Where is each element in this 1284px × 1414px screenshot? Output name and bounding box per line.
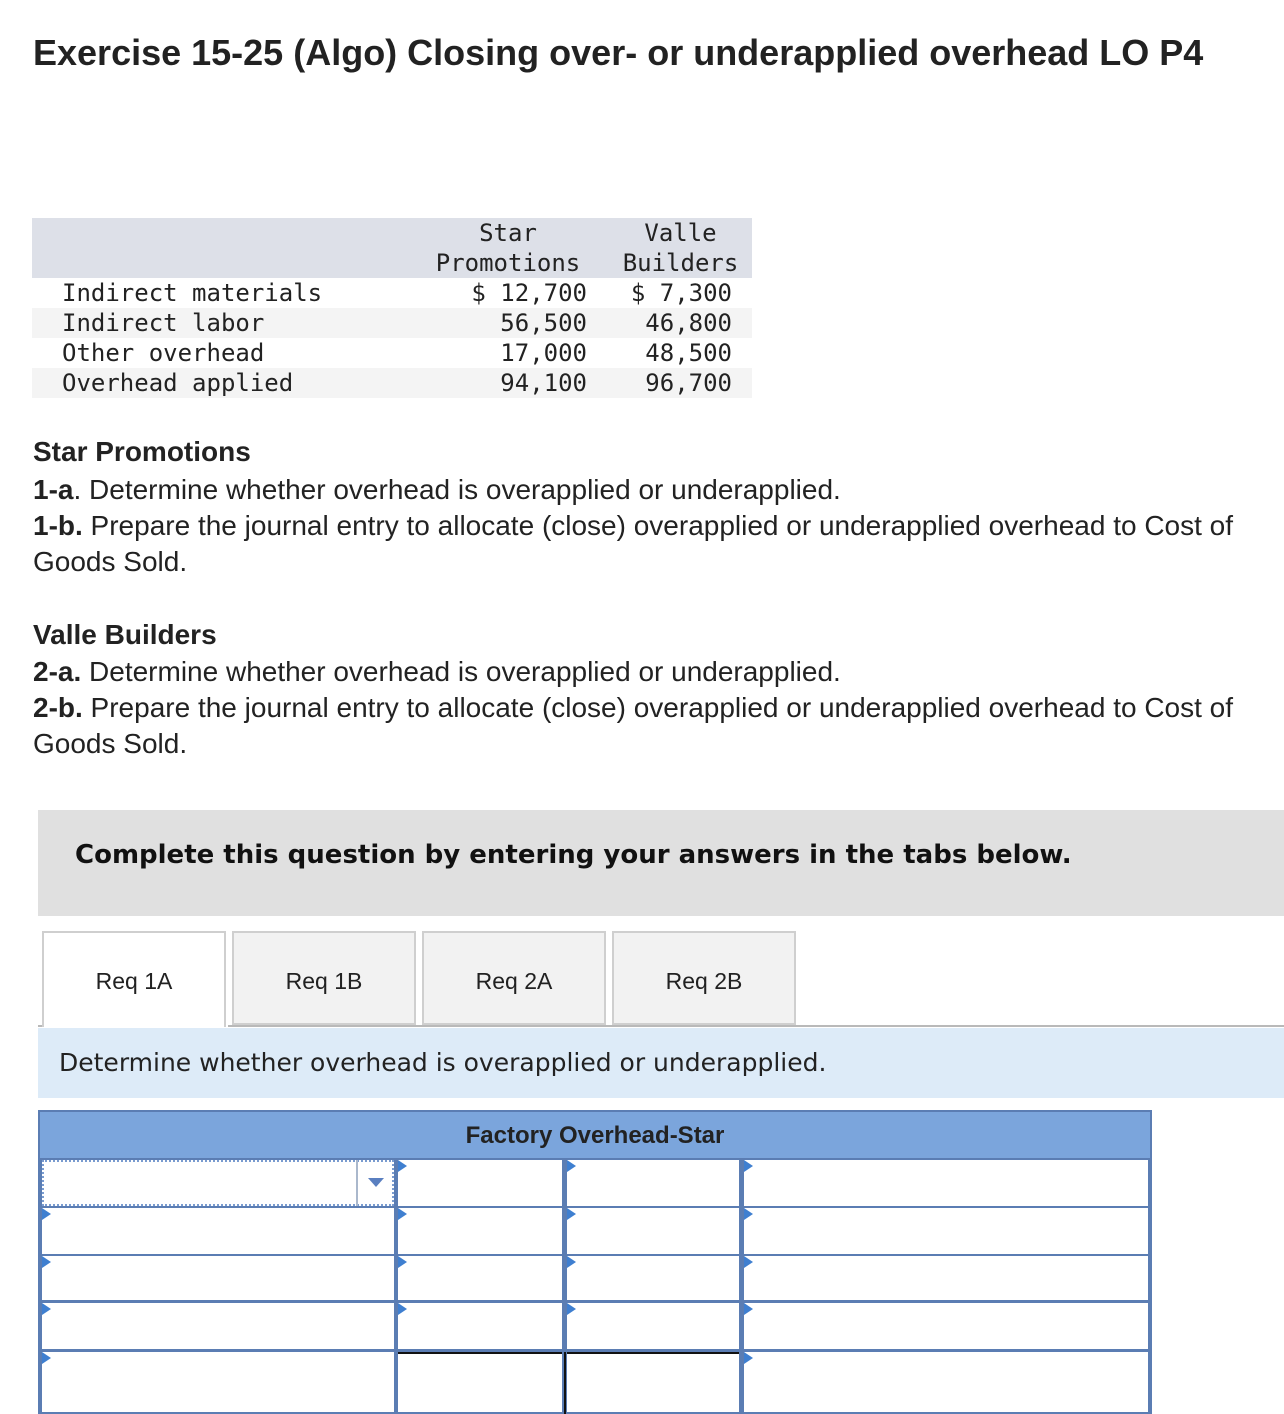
banner-text: Complete this question by entering your answers in the tabs below.: [75, 840, 1072, 870]
star-req-a: [33, 472, 1263, 508]
exercise-title: Exercise 15-25 (Algo) Closing over- or underapplied overhead LO P4: [33, 32, 1204, 73]
valle-section-title: Valle Builders: [33, 619, 217, 650]
credit-label-input[interactable]: [567, 1208, 739, 1254]
credit-amount-input[interactable]: [744, 1256, 1148, 1300]
tab-req-1a[interactable]: Req 1A: [42, 931, 226, 1027]
row-label: Other overhead: [62, 339, 265, 367]
cell-marker-icon: [398, 1208, 407, 1220]
credit-amount-input[interactable]: [744, 1303, 1148, 1349]
star-req-b-text: Prepare the journal entry to allocate (close) overapplied or underapplied overhead to Cost of Goods Sold.: [33, 510, 1234, 577]
valle-req-a-text: Determine whether overhead is overapplied or underapplied.: [81, 656, 841, 687]
cell-marker-icon: [42, 1208, 51, 1220]
tab-req-2b[interactable]: Req 2B: [612, 931, 796, 1025]
credit-amount-input[interactable]: [744, 1208, 1148, 1254]
instruction-text: Determine whether overhead is overapplied or underapplied.: [59, 1048, 827, 1077]
row-valle-value: $ 7,300: [630, 279, 732, 307]
row-label: Indirect labor: [32, 308, 407, 338]
cell-marker-icon: [744, 1160, 753, 1172]
cell-marker-icon: [42, 1303, 51, 1315]
debit-amount-input[interactable]: [398, 1303, 562, 1349]
header-star-line2: Promotions: [435, 249, 581, 277]
row-star-value: 17,000: [500, 339, 587, 367]
debit-label-input[interactable]: [42, 1256, 394, 1300]
cell-marker-icon: [744, 1208, 753, 1220]
table-row: [32, 338, 752, 368]
star-req-b: [33, 508, 1263, 580]
credit-label-input[interactable]: [567, 1256, 739, 1300]
header-valle-line1: Valle: [644, 219, 717, 247]
cell-marker-icon: [567, 1256, 576, 1268]
row-valle-value: 48,500: [645, 339, 732, 367]
chevron-down-icon[interactable]: [356, 1160, 394, 1206]
t-account-center-line: [564, 1352, 566, 1414]
star-req-b-label: 1-b.: [33, 510, 83, 541]
cell-marker-icon: [398, 1256, 407, 1268]
row-star-value: $ 12,700: [471, 279, 587, 307]
credit-amount-input[interactable]: [744, 1160, 1148, 1206]
credit-label-input[interactable]: [567, 1160, 739, 1206]
cell-marker-icon: [567, 1160, 576, 1172]
overhead-data-table: [32, 218, 752, 398]
row-star-value: 94,100: [407, 368, 609, 398]
credit-total-input[interactable]: [744, 1352, 1148, 1412]
tab-divider-left: [38, 1025, 42, 1027]
table-row: [32, 278, 752, 308]
debit-label-input[interactable]: [42, 1303, 394, 1349]
table-header-row: [32, 218, 752, 278]
valle-req-b-label: 2-b.: [33, 692, 83, 723]
valle-req-b-text: Prepare the journal entry to allocate (close) overapplied or underapplied overhead to Cost of Goods Sold.: [33, 692, 1234, 759]
valle-req-a-label: 2-a.: [33, 656, 82, 687]
cell-marker-icon: [42, 1256, 51, 1268]
row-star-value: 56,500: [407, 308, 609, 338]
account-dropdown[interactable]: [42, 1160, 394, 1206]
table-header-blank: [32, 218, 407, 278]
t-account-title: Factory Overhead-Star: [40, 1112, 1150, 1158]
debit-total-input: [398, 1352, 562, 1412]
debit-label-input[interactable]: [42, 1208, 394, 1254]
row-valle-value: 46,800: [609, 308, 752, 338]
cell-marker-icon: [744, 1256, 753, 1268]
table-header-valle: [609, 218, 752, 278]
debit-total-label-input[interactable]: [42, 1352, 394, 1412]
header-star-line1: Star: [479, 219, 537, 247]
debit-amount-input[interactable]: [398, 1208, 562, 1254]
row-label: Indirect materials: [62, 279, 323, 307]
cell-marker-icon: [744, 1352, 753, 1364]
table-header-star: [407, 218, 609, 278]
credit-total-label-input: [567, 1352, 739, 1412]
tab-req-2a[interactable]: Req 2A: [422, 931, 606, 1025]
header-valle-line2: Builders: [622, 249, 739, 277]
debit-amount-input[interactable]: [398, 1160, 562, 1206]
star-section-title: Star Promotions: [33, 436, 251, 467]
debit-amount-input[interactable]: [398, 1256, 562, 1300]
row-valle-value: 96,700: [609, 368, 752, 398]
cell-marker-icon: [398, 1160, 407, 1172]
tab-req-1b[interactable]: Req 1B: [232, 931, 416, 1025]
valle-req-a: [33, 654, 1263, 690]
star-req-a-label: 1-a: [33, 474, 74, 505]
t-account-factory-overhead-star: [38, 1110, 1152, 1414]
table-row: [32, 308, 752, 338]
cell-marker-icon: [42, 1352, 51, 1364]
tab-instruction: [38, 1028, 1284, 1098]
tab-divider: [228, 1025, 1284, 1027]
cell-marker-icon: [744, 1303, 753, 1315]
row-label: Overhead applied: [32, 368, 407, 398]
instructions-banner: [38, 810, 1284, 916]
star-req-a-text: . Determine whether overhead is overapplied or underapplied.: [73, 474, 841, 505]
table-row: [32, 368, 752, 398]
cell-marker-icon: [567, 1303, 576, 1315]
valle-req-b: [33, 690, 1263, 762]
cell-marker-icon: [398, 1303, 407, 1315]
cell-marker-icon: [567, 1208, 576, 1220]
credit-label-input[interactable]: [567, 1303, 739, 1349]
